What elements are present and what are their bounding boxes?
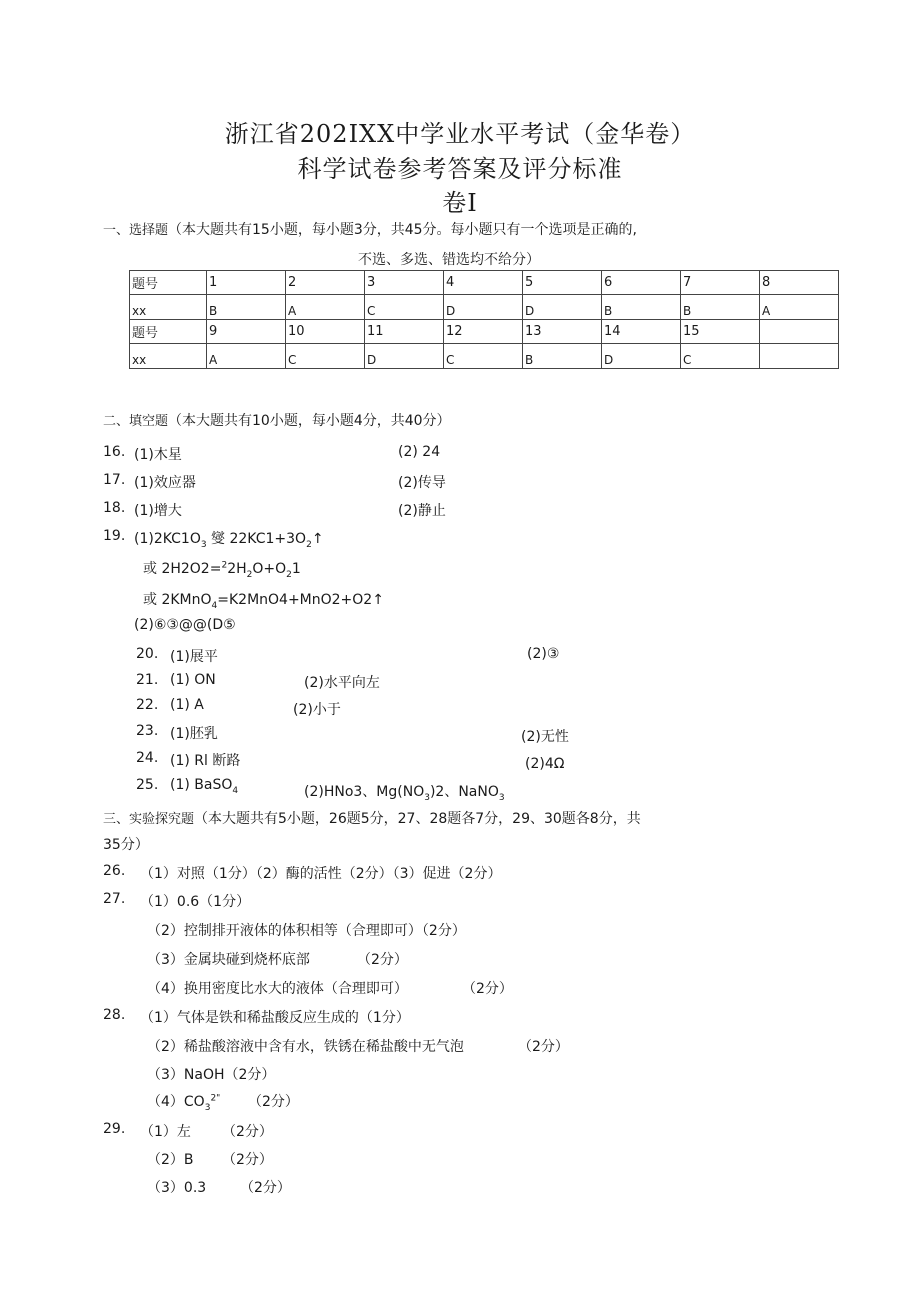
table-cell: 11: [365, 320, 444, 344]
table-cell: xx: [130, 295, 207, 320]
table-cell: 1: [207, 271, 286, 295]
table-cell: [760, 344, 839, 369]
q29-answer-1: （1）左: [140, 1124, 191, 1140]
section2-heading: [103, 410, 451, 430]
q27-number: 27.: [103, 891, 126, 907]
table-cell: B: [681, 295, 760, 320]
q18-answer-2: (2)静止: [398, 503, 446, 519]
table-cell: 13: [523, 320, 602, 344]
q17-number: 17.: [103, 472, 126, 488]
q27-answer-1: （1）0.6（1分）: [140, 894, 251, 910]
q24-number: 24.: [136, 750, 159, 766]
q21-number: 21.: [136, 672, 159, 688]
q28-answer-4: $(4)CO_3^{2"}$: [147, 1093, 221, 1113]
table-cell: A: [760, 295, 839, 320]
q27-answer-4: （4）换用密度比水大的液体（合理即可）: [147, 981, 408, 997]
section1-label: 一、选择题: [103, 223, 169, 238]
table-cell: B: [207, 295, 286, 320]
q27-answer-3-score: （2分）: [357, 952, 408, 968]
q28-answer-4-score: （2分）: [248, 1094, 299, 1110]
q19-equation-1: $(1)2KC1O_3$ 燮 $22KC1+3O_2↑$: [134, 531, 324, 550]
table-cell: C: [444, 344, 523, 369]
table-cell: A: [286, 295, 365, 320]
q20-answer-1: (1)展平: [170, 649, 218, 665]
table-row: [130, 271, 839, 295]
q23-number: 23.: [136, 723, 159, 739]
q16-number: 16.: [103, 444, 126, 460]
q24-answer-1: (1) Rl 断路: [170, 753, 241, 769]
section3-description: （本大题共有5小题，26题5分，27、28题各7分，29、30题各8分，共: [194, 811, 641, 827]
table-cell: 9: [207, 320, 286, 344]
q29-answer-2-score: （2分）: [222, 1152, 273, 1168]
q22-answer-2: (2)小于: [293, 702, 341, 718]
q16-answer-2: (2) 24: [398, 444, 441, 460]
table-cell: 题号: [130, 271, 207, 295]
q20-answer-2: (2)③: [527, 646, 560, 662]
q19-answer-2: (2)⑥③@@(D⑤: [134, 617, 236, 633]
q28-answer-3: （3）NaOH（2分）: [147, 1067, 276, 1083]
q25-answer-2: (2)HNo3、$Mg(NO_3)2$、NaNO$_3$: [304, 784, 505, 803]
table-row: [130, 295, 839, 320]
table-cell: D: [523, 295, 602, 320]
q23-answer-2: (2)无性: [521, 729, 569, 745]
table-cell: 10: [286, 320, 365, 344]
q27-answer-3: （3）金属块碰到烧杯底部: [147, 952, 310, 968]
table-cell: 8: [760, 271, 839, 295]
section2-label: 二、填空题: [103, 414, 169, 429]
q16-answer-1: (1)木星: [134, 447, 182, 463]
q17-answer-2: (2)传导: [398, 475, 446, 491]
table-cell: [760, 320, 839, 344]
table-cell: xx: [130, 344, 207, 369]
q29-answer-2: （2）B: [147, 1152, 194, 1168]
table-row: [130, 320, 839, 344]
table-cell: 15: [681, 320, 760, 344]
table-cell: D: [602, 344, 681, 369]
q29-answer-3-score: （2分）: [240, 1180, 291, 1196]
table-cell: 12: [444, 320, 523, 344]
table-cell: D: [444, 295, 523, 320]
section1-heading: [103, 219, 637, 239]
table-cell: B: [602, 295, 681, 320]
q28-number: 28.: [103, 1007, 126, 1023]
section2-description: （本大题共有10小题，每小题4分，共40分）: [168, 413, 451, 429]
q26-number: 26.: [103, 863, 126, 879]
table-cell: D: [365, 344, 444, 369]
section1-description-2: 不选、多选、错选均不给分）: [358, 252, 540, 268]
section3-label: 三、实验探究题: [103, 812, 195, 827]
exam-title-line3: 卷I: [442, 189, 478, 217]
table-cell: B: [523, 344, 602, 369]
q17-answer-1: (1)效应器: [134, 475, 196, 491]
q20-number: 20.: [136, 646, 159, 662]
table-cell: 7: [681, 271, 760, 295]
q25-number: 25.: [136, 777, 159, 793]
exam-title-line2: 科学试卷参考答案及评分标准: [297, 155, 623, 183]
q29-answer-3: （3）0.3: [147, 1180, 207, 1196]
q26-answer: （1）对照（1分）（2）酶的活性（2分）（3）促进（2分）: [140, 866, 502, 882]
table-cell: C: [286, 344, 365, 369]
q28-answer-2-score: （2分）: [518, 1039, 569, 1055]
q21-answer-2: (2)水平向左: [304, 675, 380, 691]
q24-answer-2: (2)4Ω: [525, 756, 565, 772]
q21-answer-1: (1) ON: [170, 672, 216, 688]
q25-answer-1: (1) BaSO$_4$: [170, 777, 239, 796]
q19-equation-2: 或 $2H2O2=^22H_2O+O_21$: [143, 560, 301, 580]
table-row: [130, 344, 839, 369]
q28-answer-2: （2）稀盐酸溶液中含有水，铁锈在稀盐酸中无气泡: [147, 1039, 464, 1055]
q18-answer-1: (1)增大: [134, 503, 182, 519]
table-cell: 2: [286, 271, 365, 295]
q29-number: 29.: [103, 1121, 126, 1137]
section3-heading: [103, 808, 641, 828]
q23-answer-1: (1)胚乳: [170, 726, 218, 742]
q22-number: 22.: [136, 697, 159, 713]
table-cell: 14: [602, 320, 681, 344]
table-cell: 题号: [130, 320, 207, 344]
q27-answer-2: （2）控制排开液体的体积相等（合理即可）（2分）: [147, 923, 466, 939]
table-cell: 3: [365, 271, 444, 295]
section3-description-2: 35分）: [103, 837, 149, 853]
answer-table: [129, 270, 839, 369]
q28-answer-1: （1）气体是铁和稀盐酸反应生成的（1分）: [140, 1010, 410, 1026]
table-cell: 4: [444, 271, 523, 295]
table-cell: 6: [602, 271, 681, 295]
table-cell: C: [365, 295, 444, 320]
table-cell: C: [681, 344, 760, 369]
q18-number: 18.: [103, 500, 126, 516]
q27-answer-4-score: （2分）: [462, 981, 513, 997]
table-cell: 5: [523, 271, 602, 295]
exam-title-line1: 浙江省202IXX中学业水平考试（金华卷）: [224, 120, 696, 148]
section1-description: （本大题共有15小题，每小题3分，共45分。每小题只有一个选项是正确的,: [168, 222, 638, 238]
table-cell: A: [207, 344, 286, 369]
q19-number: 19.: [103, 528, 126, 544]
q19-equation-3: 或 2KMnO$_4$=K2MnO4+MnO2+O2↑: [143, 592, 384, 611]
q22-answer-1: (1) A: [170, 697, 204, 713]
q29-answer-1-score: （2分）: [222, 1124, 273, 1140]
